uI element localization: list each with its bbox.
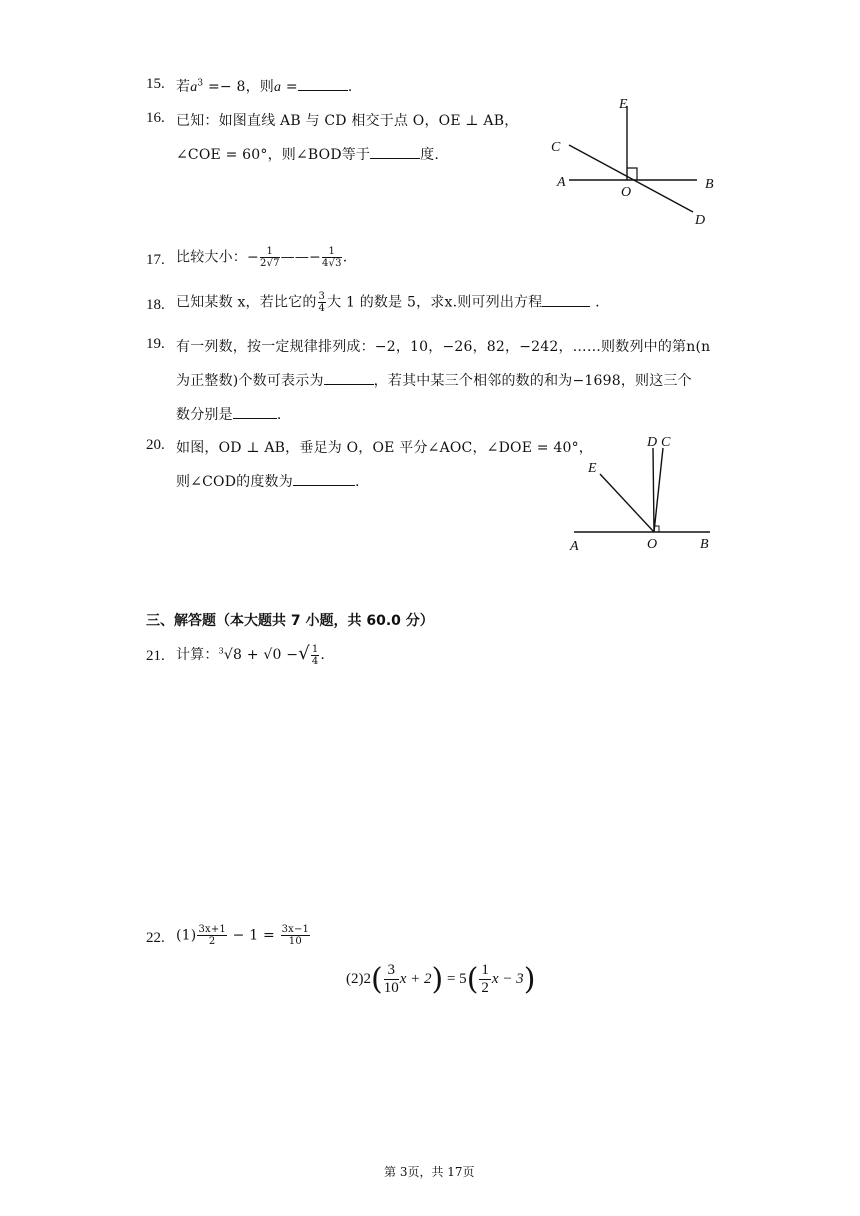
- fig20-label-e: E: [588, 461, 597, 476]
- q22-p2-f1-bot: 10: [383, 980, 399, 996]
- fig16-label-e: E: [619, 97, 628, 112]
- q19-line1: 有一列数，按一定规律排列成：−2，10，−26，82，−242，……则数列中的第n(n: [176, 339, 711, 355]
- q17-pre: 比较大小：−: [176, 249, 259, 266]
- q22-p1-mid: − 1 =: [227, 927, 280, 944]
- fig16-label-a: A: [557, 175, 566, 190]
- fig20-line-oe: [600, 474, 654, 532]
- q20-figure: [560, 428, 730, 558]
- q18-answer-blank[interactable]: [542, 294, 590, 307]
- q16-line1: 已知：如图直线 AB 与 CD 相交于点 O，OE ⊥ AB，: [176, 113, 519, 129]
- q16-figure: [545, 94, 725, 234]
- q18-f-top: 3: [318, 291, 326, 302]
- q19-number: 19.: [146, 336, 165, 352]
- q21-text: 计算：$^3$√8 + √0 −√ $\frac{1}{4}$ .: [176, 643, 326, 667]
- q21-fraction: [311, 644, 320, 667]
- q16-line2: [176, 144, 439, 164]
- q22-p1-fraction-1: [197, 924, 227, 947]
- q22-p1-label: (1): [176, 927, 197, 944]
- q22-p2-fraction-2: [479, 962, 491, 997]
- fig16-line-cd: [569, 145, 693, 212]
- q22-part2: (2)2( $\frac{3}{10}$ x + 2) = 5( $\frac{1}{2}$ x − 3): [346, 962, 536, 997]
- q19-line3b: .: [276, 407, 282, 423]
- q18-fraction: [318, 291, 327, 314]
- q16-line2b: 度.: [420, 147, 440, 163]
- fig20-label-o: O: [647, 537, 658, 552]
- q15-answer-blank[interactable]: [298, 78, 348, 91]
- q20-line1: 如图，OD ⊥ AB，垂足为 O，OE 平分∠AOC，∠DOE = 40°，: [176, 440, 593, 456]
- q22-p1-f2-top: 3x−1: [281, 924, 310, 935]
- fig16-label-c: C: [551, 140, 561, 155]
- q15-post: =: [281, 79, 298, 95]
- q21-f-top: 1: [311, 643, 319, 655]
- q22-p1-f2-bot: 10: [288, 936, 302, 947]
- q17-fraction-1: [260, 246, 280, 269]
- q22-p2-mid2: x − 3: [491, 970, 524, 987]
- q20-line2a: 则∠COD的度数为: [176, 474, 293, 490]
- q20-number: 20.: [146, 437, 165, 453]
- section-title: 三、解答题（本大题共 7 小题，共 60.0 分）: [146, 613, 434, 629]
- q16-answer-blank[interactable]: [370, 146, 420, 159]
- fig20-label-a: A: [570, 539, 579, 554]
- fig16-label-o: O: [621, 185, 632, 200]
- q15-var2: a: [274, 80, 282, 95]
- q21-radicals: √8 + √0 −: [223, 647, 299, 663]
- fig20-line-oc: [654, 448, 663, 532]
- q18-text: [176, 291, 600, 314]
- q19-line2a: 为正整数)个数可表示为: [176, 373, 324, 389]
- q18-number: 18.: [146, 297, 165, 313]
- q22-p2-pre: (2)2: [346, 970, 371, 987]
- q22-p1-f1-top: 3x+1: [198, 924, 226, 935]
- q22-p2-mid1: x + 2: [399, 970, 432, 987]
- q20-answer-blank[interactable]: [293, 473, 355, 486]
- q15-pre: 若: [176, 79, 191, 95]
- q15-end: .: [347, 79, 353, 95]
- q20-line2b: .: [354, 474, 360, 490]
- fig16-label-b: B: [705, 177, 714, 192]
- q16-number: 16.: [146, 110, 165, 126]
- q19-line2: [176, 370, 692, 390]
- q17-number: 17.: [146, 252, 165, 268]
- fig20-line-od: [653, 448, 654, 532]
- q15-mid: =− 8，则: [203, 79, 275, 95]
- q17-text: [176, 246, 347, 269]
- q19-line3: [176, 404, 281, 424]
- q18-end: .: [590, 294, 600, 311]
- q17-fraction-2: [322, 246, 342, 269]
- q21-number: 21.: [146, 648, 165, 664]
- q15-number: 15.: [146, 76, 165, 92]
- fig16-right-angle: [627, 168, 637, 180]
- page-footer: 第 3页，共 17页: [384, 1165, 475, 1179]
- q21-pre: 计算：: [176, 647, 219, 663]
- q22-number: 22.: [146, 930, 165, 946]
- q22-p2-f2-bot: 2: [481, 980, 489, 996]
- q19-answer-blank-1[interactable]: [324, 372, 374, 385]
- q21-f-bot: 4: [311, 655, 319, 667]
- fig20-label-c: C: [661, 435, 671, 450]
- q18-post: 大 1 的数是 5，求x.则可列出方程: [327, 294, 543, 311]
- q15-sup: 3: [197, 78, 204, 89]
- q22-part1: [176, 924, 311, 947]
- q17-dash: ——−: [280, 249, 321, 266]
- fig20-label-b: B: [700, 537, 709, 552]
- q15-var: a: [190, 80, 198, 95]
- q22-p1-fraction-2: [281, 924, 311, 947]
- q19-answer-blank-2[interactable]: [233, 406, 277, 419]
- q16-line2a: ∠COE = 60°，则∠BOD等于: [176, 147, 371, 163]
- q22-p2-eq: = 5: [443, 970, 467, 987]
- fig20-label-d: D: [647, 435, 658, 450]
- q22-p2-fraction-1: [384, 962, 399, 997]
- q17-f1-bot: 2√7: [259, 258, 280, 269]
- q22-p2-f1-top: 3: [384, 962, 399, 980]
- q19-line2b: ，若其中某三个相邻的数的和为−1698，则这三个: [373, 373, 692, 389]
- q17-f2-bot: 4√3: [321, 258, 342, 269]
- q15-text: [176, 76, 352, 96]
- q18-f-bot: 4: [318, 303, 326, 314]
- q17-f1-top: 1: [260, 246, 280, 258]
- q19-line3a: 数分别是: [176, 407, 233, 423]
- q22-p1-f1-bot: 2: [208, 936, 216, 947]
- fig16-label-d: D: [695, 213, 706, 228]
- q17-end: .: [342, 249, 348, 266]
- q22-p2-f2-top: 1: [481, 962, 489, 978]
- q18-pre: 已知某数 x，若比它的: [176, 294, 317, 311]
- q17-f2-top: 1: [322, 246, 342, 258]
- q21-root-index: 3: [218, 646, 224, 656]
- q21-end: .: [320, 647, 326, 663]
- q20-line2: [176, 471, 360, 491]
